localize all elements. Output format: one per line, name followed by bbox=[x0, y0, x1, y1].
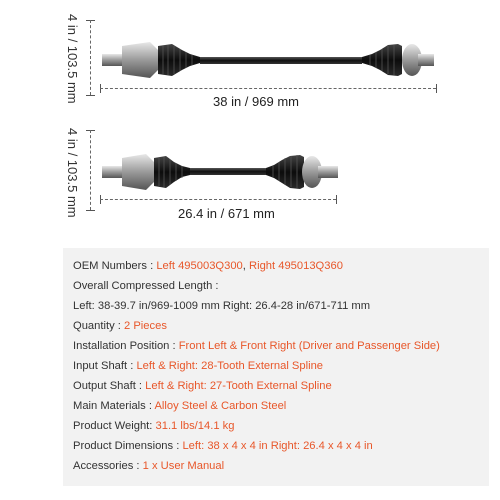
oem-right-value: Right 495013Q360 bbox=[249, 260, 343, 272]
materials-row bbox=[73, 400, 286, 412]
accessories-row bbox=[73, 460, 224, 472]
installation-row bbox=[73, 340, 440, 352]
weight-row bbox=[73, 420, 235, 432]
lower-height-label: 4 in / 103.5 mm bbox=[65, 128, 80, 218]
quantity-value: 2 Pieces bbox=[124, 320, 167, 332]
materials-value: Alloy Steel & Carbon Steel bbox=[154, 400, 287, 412]
compressed-length-value: Left: 38-39.7 in/969-1009 mm Right: 26.4-28 in/671-711 mm bbox=[73, 300, 371, 312]
dimensions-row bbox=[73, 440, 373, 452]
installation-label: Installation Position : bbox=[73, 340, 179, 352]
long-cv-axle bbox=[102, 42, 434, 78]
upper-length-label: 38 in / 969 mm bbox=[213, 94, 299, 109]
oem-numbers-label: OEM Numbers : bbox=[73, 260, 157, 272]
oem-separator: , bbox=[242, 260, 249, 272]
accessories-value: 1 x User Manual bbox=[142, 460, 225, 472]
materials-label: Main Materials : bbox=[73, 400, 155, 412]
quantity-row bbox=[73, 320, 167, 332]
installation-value: Front Left & Front Right (Driver and Passenger Side) bbox=[178, 340, 440, 352]
accessories-label: Accessories : bbox=[73, 460, 143, 472]
specification-panel bbox=[63, 248, 489, 486]
output-shaft-label: Output Shaft : bbox=[73, 380, 146, 392]
weight-value: 31.1 lbs/14.1 kg bbox=[155, 420, 235, 432]
compressed-length-label: Overall Compressed Length : bbox=[73, 280, 219, 292]
input-shaft-value: Left & Right: 28-Tooth External Spline bbox=[136, 360, 324, 372]
oem-left-value: Left 495003Q300 bbox=[156, 260, 243, 272]
output-shaft-row bbox=[73, 380, 332, 392]
upper-height-label: 4 in / 103.5 mm bbox=[65, 14, 80, 104]
oem-numbers-row bbox=[73, 260, 343, 272]
lower-length-label: 26.4 in / 671 mm bbox=[178, 206, 275, 221]
dimensions-value: Left: 38 x 4 x 4 in Right: 26.4 x 4 x 4 in bbox=[182, 440, 373, 452]
short-cv-axle bbox=[102, 154, 338, 190]
cv-axle-illustrations bbox=[0, 0, 500, 240]
quantity-label: Quantity : bbox=[73, 320, 124, 332]
input-shaft-label: Input Shaft : bbox=[73, 360, 137, 372]
weight-label: Product Weight: bbox=[73, 420, 156, 432]
input-shaft-row bbox=[73, 360, 323, 372]
dimensions-label: Product Dimensions : bbox=[73, 440, 183, 452]
output-shaft-value: Left & Right: 27-Tooth External Spline bbox=[145, 380, 332, 392]
